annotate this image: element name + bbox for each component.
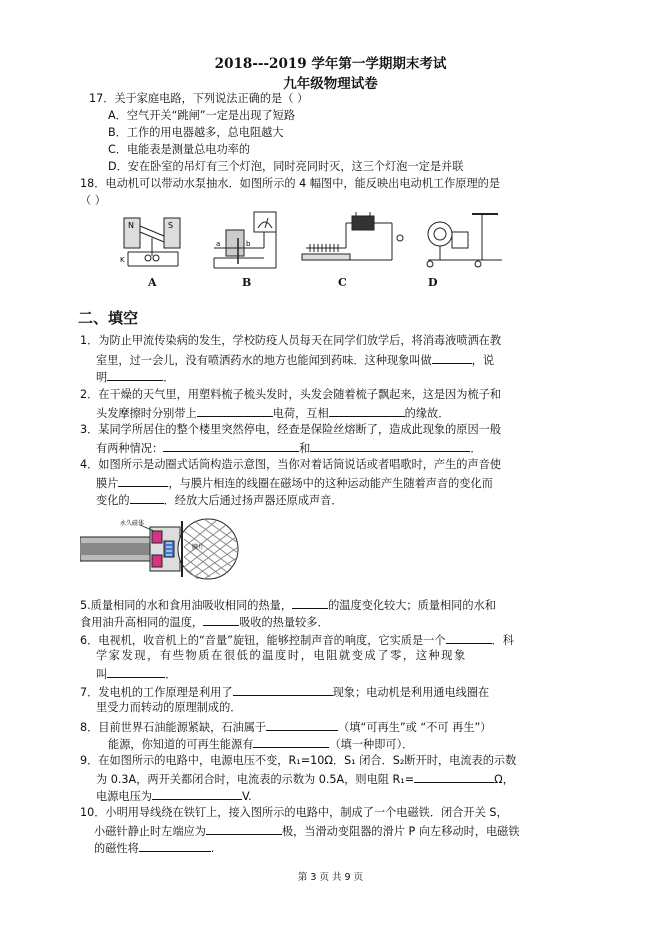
- f2-line1: 2．在干燥的天气里，用塑料梳子梳头发时，头发会随着梳子飘起来，这是因为梳子和: [80, 388, 502, 401]
- f7-line1: 7．发电机的工作原理是利用了 现象；电动机是利用通电线圈在: [80, 686, 490, 699]
- f5-line2: 食用油升高相同的温度， 吸收的热量较多．: [80, 616, 329, 629]
- svg-text:b: b: [246, 240, 251, 248]
- f9-line3: 电源电压为 V.: [96, 790, 252, 803]
- figure-b-label: B: [242, 276, 252, 289]
- f7-line2: 里受力而转动的原理制成的．: [96, 701, 242, 714]
- f3-line2: 有两种情况： 和 ．: [96, 442, 482, 455]
- page-number: 第 3 页 共 9 页: [297, 872, 364, 883]
- figure-c-diagram: [296, 208, 406, 274]
- q18-stem: 18．电动机可以带动水泵抽水．如图所示的 4 幅图中，能反映出电动机工作原理的是: [80, 177, 501, 190]
- q18-paren: （ ）: [80, 194, 106, 207]
- section-title: 二、填空: [78, 309, 139, 327]
- f4-line3: 变化的 ．经放大后通过扬声器还原成声音．: [96, 494, 343, 507]
- f4-line1: 4．如图所示是动圈式话筒构造示意图，当你对着话筒说话或者唱歌时，产生的声音使: [80, 458, 502, 471]
- svg-text:a: a: [216, 240, 221, 248]
- svg-text:N: N: [128, 221, 134, 230]
- q17-option-a: A．空气开关“跳闸”一定是出现了短路: [108, 109, 296, 122]
- svg-text:S: S: [168, 221, 174, 230]
- q17-option-c: C．电能表是测量总电功率的: [108, 143, 251, 156]
- figure-c-label: C: [338, 276, 347, 289]
- q17-option-b: B．工作的用电器越多，总电阻越大: [108, 126, 284, 139]
- f8-line1: 8．目前世界石油能源紧缺，石油属于 （填“可再生”或 “不可 再生”）: [80, 721, 492, 734]
- q17-stem: 17．关于家庭电路，下列说法正确的是（ ）: [89, 92, 309, 105]
- figure-d-label: D: [428, 276, 438, 289]
- f6-line3: 叫 ．: [96, 668, 177, 681]
- fig-label-diaphragm: 膜片: [192, 544, 205, 551]
- f9-line2: 为 0.3A，两开关都闭合时，电流表的示数为 0.5A，则电阻 R₁= Ω，: [96, 773, 514, 786]
- f2-line2: 头发摩擦时分别带上 电荷，互相 的缘故．: [96, 407, 450, 420]
- exam-title: 2018---2019 学年第一学期期末考试: [214, 56, 447, 72]
- f1-line3: 明 ．: [96, 371, 175, 384]
- figure-a-diagram: [118, 208, 190, 274]
- svg-text:K: K: [120, 256, 125, 264]
- figure-a-label: A: [148, 276, 157, 289]
- f9-line1: 9．在如图所示的电路中，电源电压不变，R₁=10Ω．S₁ 闭合．S₂断开时，电流表的示数: [80, 754, 517, 767]
- f3-line1: 3．某同学所居住的整个楼里突然停电，经查是保险丝熔断了，造成此现象的原因一般: [80, 423, 502, 436]
- f4-line2: 膜片 ，与膜片相连的线圈在磁场中的这种运动能产生随着声音的变化而: [96, 477, 493, 490]
- exam-subtitle: 九年级物理试卷: [283, 76, 378, 92]
- f10-line1: 10．小明用导线绕在铁钉上，接入图所示的电路中，制成了一个电磁铁．闭合开关 S，: [80, 806, 508, 819]
- microphone-diagram: [80, 517, 260, 581]
- f10-line3: 的磁性将 .: [94, 842, 215, 855]
- f10-line2: 小磁针静止时左端应为 极，当滑动变阻器的滑片 P 向左移动时，电磁铁: [94, 825, 520, 838]
- figure-d-diagram: [418, 208, 508, 274]
- f6-line1: 6．电视机，收音机上的“音量”旋钮，能够控制声音的响度，它实质是一个 ．科: [80, 634, 514, 647]
- q17-option-d: D．安在卧室的吊灯有三个灯泡，同时亮同时灭，这三个灯泡一定是并联: [108, 160, 464, 173]
- f6-line2: 学家发现，有些物质在很低的温度时，电阻就变成了零，这种现象: [96, 649, 467, 662]
- figure-b-diagram: [208, 208, 284, 274]
- fig-label-magnet: 永久磁体: [120, 520, 145, 527]
- f5-line1: 5.质量相同的水和食用油吸收相同的热量， 的温度变化较大；质量相同的水和: [80, 599, 496, 612]
- f8-line2: 能源，你知道的可再生能源有 （填一种即可）．: [108, 738, 414, 751]
- f1-line1: 1．为防止甲流传染病的发生，学校防疫人员每天在同学们放学后，将消毒液喷洒在教: [80, 334, 502, 347]
- f1-line2: 室里，过一会儿，没有喷洒药水的地方也能闻到药味．这种现象叫做 ，说: [96, 354, 495, 367]
